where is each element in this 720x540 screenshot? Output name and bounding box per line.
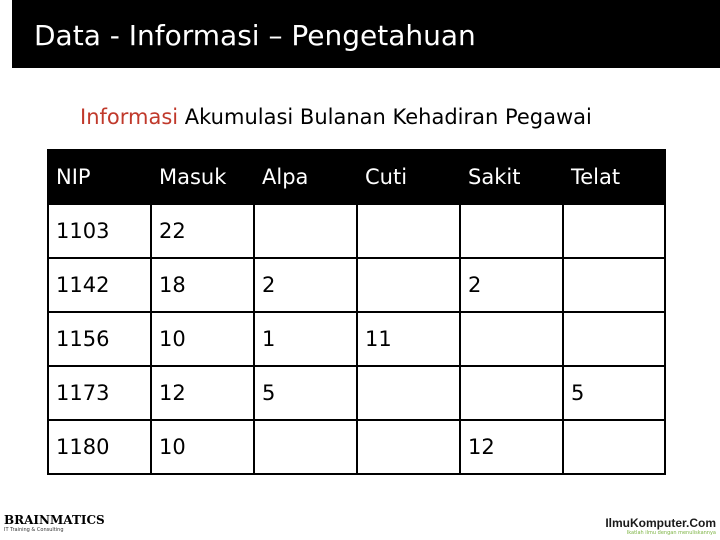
table-cell: 18: [151, 258, 254, 312]
table-cell: 12: [151, 366, 254, 420]
table-row: [48, 420, 665, 474]
table-cell: 1142: [48, 258, 151, 312]
caption-highlight: Informasi: [80, 105, 179, 129]
ilmukomputer-logo: [586, 516, 716, 538]
table-cell: [254, 204, 357, 258]
table-cell: [357, 366, 460, 420]
header-cell-telat: Telat: [563, 150, 665, 204]
table-cell: 22: [151, 204, 254, 258]
ilmukomputer-logo-text: IlmuKomputer.Com: [605, 516, 716, 530]
table-cell: 5: [254, 366, 357, 420]
table-row: [48, 204, 665, 258]
table-row: [48, 258, 665, 312]
title-bar: [0, 0, 720, 68]
table-cell: 2: [254, 258, 357, 312]
table-cell: 1180: [48, 420, 151, 474]
table-cell: 2: [460, 258, 563, 312]
table-cell: 1: [254, 312, 357, 366]
table-cell: [460, 366, 563, 420]
caption-text: Akumulasi Bulanan Kehadiran Pegawai: [184, 105, 592, 129]
table-cell: [357, 204, 460, 258]
table-cell: 1156: [48, 312, 151, 366]
attendance-table: [47, 149, 666, 475]
brainmatics-tagline: IT Training & Consulting: [4, 527, 64, 533]
table-row: [48, 312, 665, 366]
table-cell: [254, 420, 357, 474]
table-cell: 1173: [48, 366, 151, 420]
table-header-row: [48, 150, 665, 204]
title-accent-stripe: [0, 0, 12, 68]
header-cell-nip: NIP: [48, 150, 151, 204]
table-cell: [563, 420, 665, 474]
ilmukomputer-tagline: Ikatlah ilmu dengan menuliskannya: [626, 530, 716, 536]
table-cell: [357, 258, 460, 312]
table-cell: [460, 312, 563, 366]
table-cell: 1103: [48, 204, 151, 258]
table-header: [48, 150, 665, 204]
table-cell: [460, 204, 563, 258]
table-caption: [80, 102, 592, 132]
brainmatics-logo: [4, 513, 105, 537]
table-cell: [563, 258, 665, 312]
header-cell-cuti: Cuti: [357, 150, 460, 204]
header-cell-sakit: Sakit: [460, 150, 563, 204]
header-cell-masuk: Masuk: [151, 150, 254, 204]
table-cell: [563, 312, 665, 366]
brainmatics-logo-text: BRAINMATICS: [4, 513, 105, 527]
table-row: [48, 366, 665, 420]
table-cell: 5: [563, 366, 665, 420]
header-cell-alpa: Alpa: [254, 150, 357, 204]
slide-title: Data - Informasi – Pengetahuan: [34, 19, 476, 52]
table-cell: 11: [357, 312, 460, 366]
table-cell: 10: [151, 420, 254, 474]
table-cell: [357, 420, 460, 474]
table-cell: 12: [460, 420, 563, 474]
table-cell: [563, 204, 665, 258]
table-cell: 10: [151, 312, 254, 366]
table-body: [48, 204, 665, 474]
